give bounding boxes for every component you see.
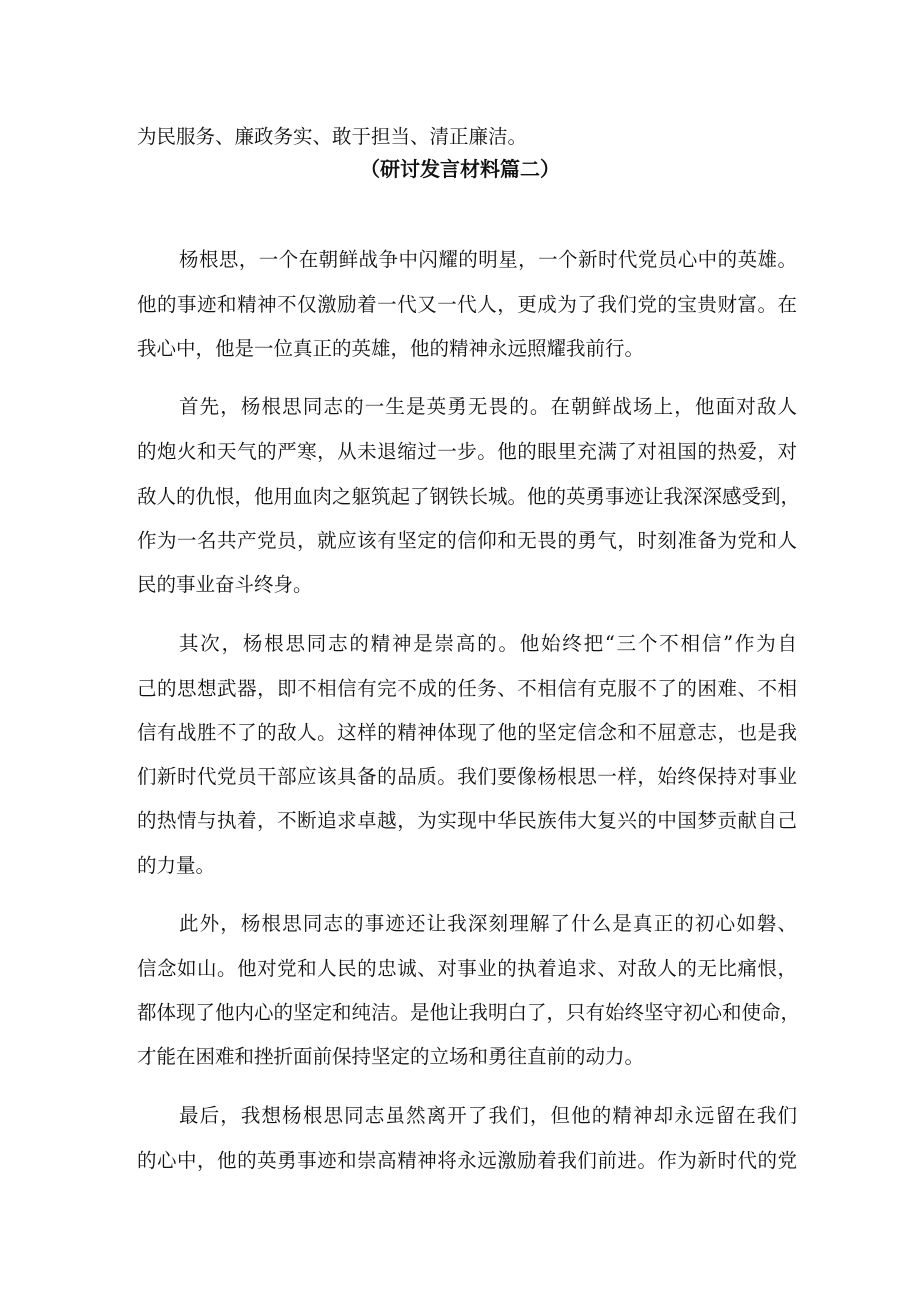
paragraph-line: 敌人的仇恨，他用血肉之躯筑起了钢铁长城。他的英勇事迹让我深深感受到，: [137, 485, 801, 508]
paragraph-line: 的力量。: [137, 854, 216, 877]
paragraph-line: 才能在困难和挫折面前保持坚定的立场和勇往直前的动力。: [137, 1045, 645, 1068]
paragraph-line: 最后，我想杨根思同志虽然离开了我们，但他的精神却永远留在我们: [179, 1104, 797, 1127]
paragraph-line: 民的事业奋斗终身。: [137, 573, 313, 596]
paragraph-line: 们新时代党员干部应该具备的品质。我们要像杨根思一样，始终保持对事业: [137, 765, 797, 788]
section-title: （研讨发言材料篇二）: [360, 157, 560, 181]
paragraph-line: 信有战胜不了的敌人。这样的精神体现了他的坚定信念和不屈意志，也是我: [137, 721, 797, 744]
paragraph-line: 的热情与执着，不断追求卓越，为实现中华民族伟大复兴的中国梦贡献自己: [137, 809, 797, 832]
paragraph-line: 的心中，他的英勇事迹和崇高精神将永远激励着我们前进。作为新时代的党: [137, 1149, 797, 1172]
paragraph-line: 其次，杨根思同志的精神是崇高的。他始终把“三个不相信”作为自: [179, 632, 797, 655]
paragraph-line: 的炮火和天气的严寒，从未退缩过一步。他的眼里充满了对祖国的热爱，对: [137, 440, 797, 463]
paragraph-line: 我心中，他是一位真正的英雄，他的精神永远照耀我前行。: [137, 337, 645, 360]
paragraph-line: 作为一名共产党员，就应该有坚定的信仰和无畏的勇气，时刻准备为党和人: [137, 529, 797, 552]
paragraph-line: 首先，杨根思同志的一生是英勇无畏的。在朝鲜战场上，他面对敌人: [179, 395, 797, 418]
intro-tail-line: 为民服务、廉政务实、敢于担当、清正廉洁。: [137, 125, 528, 148]
paragraph-line: 他的事迹和精神不仅激励着一代又一代人，更成为了我们党的宝贵财富。在: [137, 293, 797, 316]
paragraph-line: 此外，杨根思同志的事迹还让我深刻理解了什么是真正的初心如磐、: [179, 912, 797, 935]
paragraph-line: 都体现了他内心的坚定和纯洁。是他让我明白了，只有始终坚守初心和使命，: [137, 1001, 801, 1024]
paragraph-line: 信念如山。他对党和人民的忠诚、对事业的执着追求、对敌人的无比痛恨，: [137, 957, 797, 980]
paragraph-line: 己的思想武器，即不相信有完不成的任务、不相信有克服不了的困难、不相: [137, 677, 797, 700]
paragraph-line: 杨根思，一个在朝鲜战争中闪耀的明星，一个新时代党员心中的英雄。: [179, 248, 797, 271]
